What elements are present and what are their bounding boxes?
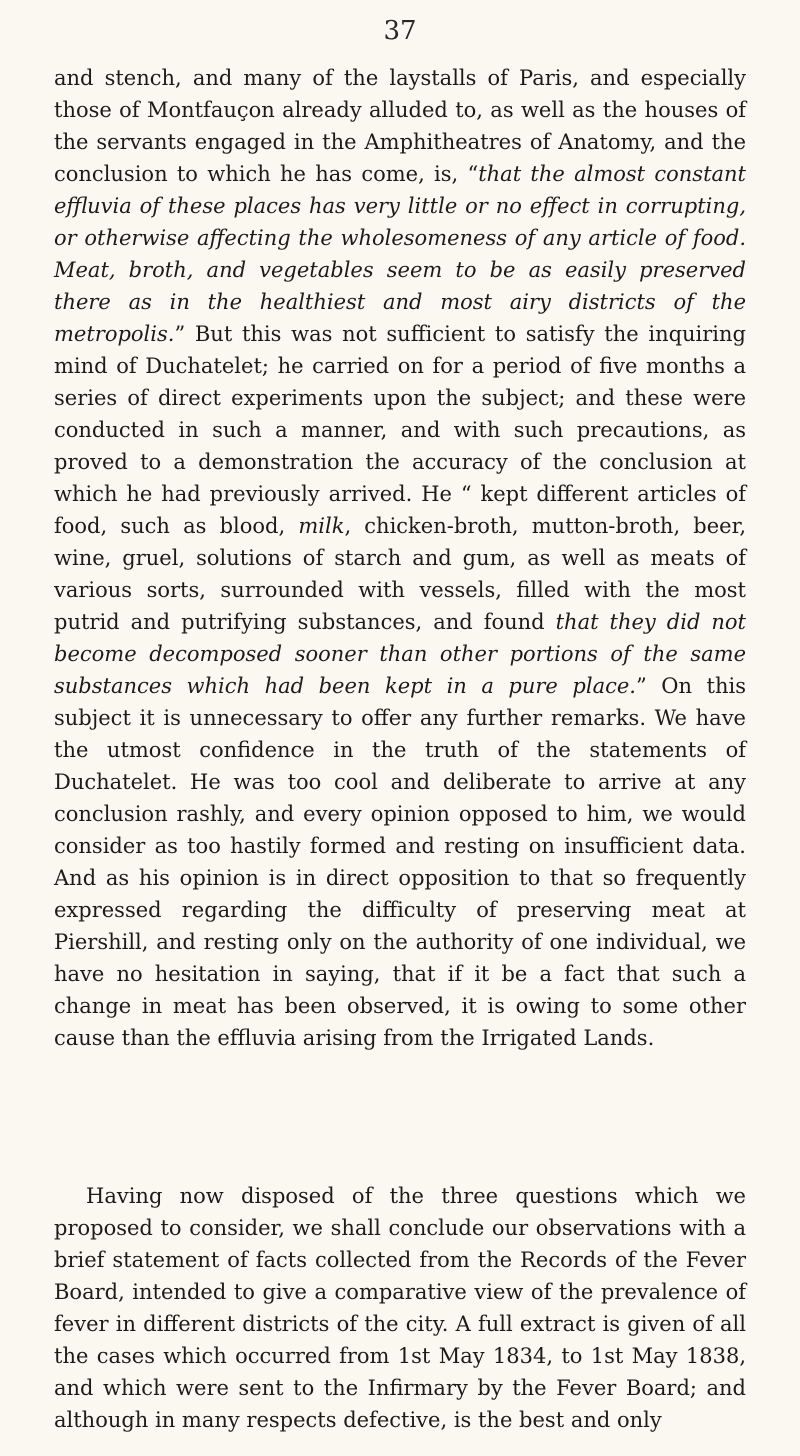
italic-quote-decomposed: that they did not become decomposed sooner than other portions of the same substances which had been kept in a pure place. — [54, 610, 746, 698]
text-run: ” On this subject it is unnecessary to offer any further remarks. We have the utmost confidence in the truth of the statements of Duchatelet. He was too cool and deliberate to arrive at any conclusion rashly, and every opinion opposed to him, we would consider as too hastily formed and resting on insufficient data. And as his opinion is in direct opposition to that so frequently expressed regarding the difficulty of preserving meat at Piershill, and resting only on the authority of one individual, we have no hesitation in saying, that if it be a fact that such a change in meat has been observed, it is owing to some other cause than the effluvia arising from the Irrigated Lands. — [54, 674, 746, 1050]
body-paragraph-2: Having now disposed of the three questions which we proposed to consider, we shall conclude our observations with a brief statement of facts collected from the Records of the Fever Board, intended to give a comparative view of the prevalence of fever in different districts of the city. A full extract is given of all the cases which occurred from 1st May 1834, to 1st May 1838, and which were sent to the Infirmary by the Fever Board; and although in many respects defective, is the best and only — [54, 1184, 746, 1432]
text-run: , chicken-broth, mutton-broth, beer, wine, gruel, solutions of starch and gum, as well as meats of various sorts, surrounded with vessels, filled with the most putrid and putrifying substances, and found — [54, 514, 747, 634]
page-number: 37 — [383, 16, 417, 46]
italic-word-milk: milk — [298, 514, 345, 538]
italic-quote-effluvia: that the almost constant effluvia of these places has very little or no effect in corrupting, or otherwise affecting the wholesomeness of any article of food. Meat, broth, and vegetables seem to be as easily preserved there as in the healthiest and most airy districts of the metropolis. — [54, 162, 746, 346]
text-run: and stench, and many of the laystalls of Paris, and especially those of Montfauçon already alluded to, as well as the houses of the servants engaged in the Amphitheatres of Anatomy, and the conclusion to which he has come, is, “ — [54, 66, 746, 186]
text-run: ” But this was not sufficient to satisfy the inquiring mind of Duchatelet; he carried on for a period of five months a series of direct experiments upon the subject; and these were conducted in such a manner, and with such precautions, as proved to a demonstration the accuracy of the conclusion at which he had previously arrived. He “ kept different articles of food, such as blood, — [54, 322, 746, 538]
body-paragraph-1 — [54, 62, 746, 1054]
